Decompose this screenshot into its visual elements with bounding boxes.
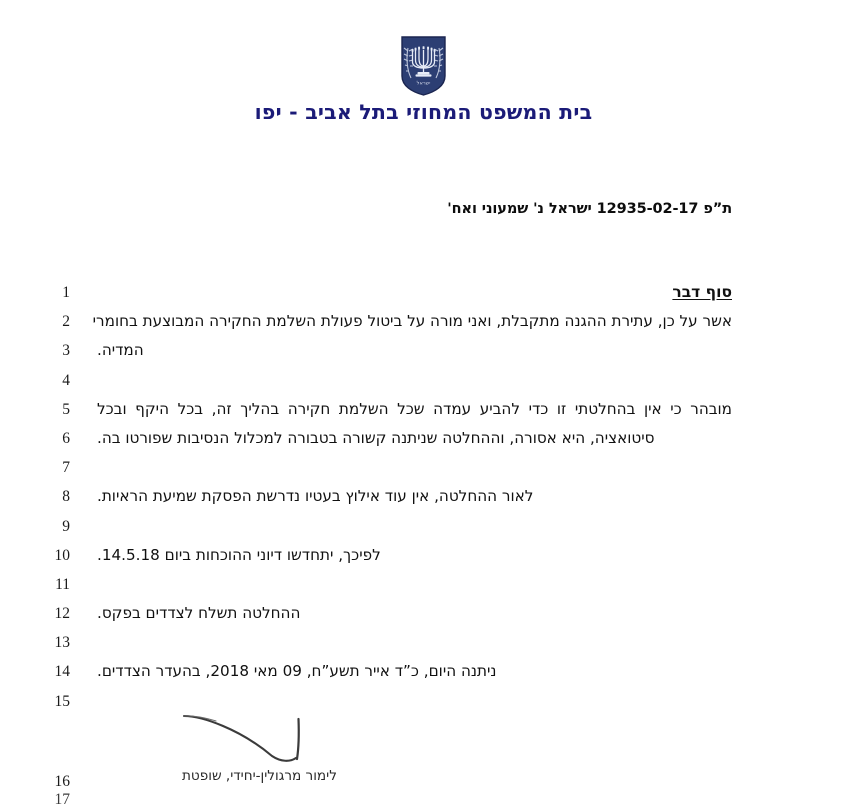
- line-text: סיטואציה, היא אסורה, וההחלטה שניתנה קשורה בטבורה למכלול הנסיבות שפורטו בה.: [97, 428, 655, 447]
- court-name-header: בית המשפט המחוזי בתל אביב - יפו: [254, 100, 593, 124]
- judge-name: לימור מרגולין-יחידי, שופטת: [182, 768, 337, 784]
- document-line: [0, 307, 847, 336]
- svg-text:ישראל: ישראל: [416, 80, 431, 87]
- document-body: [0, 278, 847, 710]
- line-text: [97, 453, 732, 482]
- line-text: [97, 570, 732, 599]
- section-heading: סוף דבר: [672, 283, 732, 301]
- document-line: [0, 424, 847, 453]
- document-line: [0, 541, 847, 570]
- document-line: [0, 570, 847, 599]
- handwritten-signature-stroke: [180, 698, 330, 768]
- document-line: [0, 657, 847, 686]
- line-number: 10: [54, 546, 70, 564]
- line-number: 5: [62, 400, 70, 418]
- document-line: [0, 278, 847, 307]
- line-text: לאור ההחלטה, אין עוד אילוץ בעטיו נדרשת הפסקת שמיעת הראיות.: [97, 487, 534, 506]
- document-line: [0, 599, 847, 628]
- line-text: ההחלטה תשלח לצדדים בפקס.: [97, 604, 301, 623]
- line-number: 13: [54, 634, 70, 652]
- line-text: מובהר כי אין בהחלטתי זו כדי להביע עמדה שכל השלמת חקירה בהליך זה, בכל היקף ובכל: [97, 399, 732, 418]
- line-number: 4: [62, 371, 70, 389]
- line-text: אשר על כן, עתירת ההגנה מתקבלת, ואני מורה על ביטול פעולת השלמת החקירה המבוצעת בחומרי: [92, 312, 732, 331]
- line-number: 1: [62, 284, 70, 301]
- emblem-container: [0, 36, 847, 96]
- line-text: [97, 628, 732, 657]
- document-line: [0, 512, 847, 541]
- document-line: [0, 366, 847, 395]
- line-text: [97, 366, 732, 395]
- line-number: 8: [62, 488, 70, 506]
- line-number-16: 16: [54, 773, 70, 790]
- document-line: [0, 453, 847, 482]
- line-number: 3: [62, 342, 70, 360]
- line-number: 7: [62, 459, 70, 477]
- document-line: [0, 482, 847, 511]
- line-number: 12: [54, 605, 70, 623]
- line-number-17: 17: [54, 791, 70, 808]
- line-text: ניתנה היום, כ”ד אייר תשע”ח, 09 מאי 2018, בהעדר הצדדים.: [97, 662, 497, 681]
- document-line: [0, 395, 847, 424]
- line-number: 14: [54, 663, 70, 681]
- case-number: ת”פ 12935-02-17 ישראל נ' שמעוני ואח': [447, 201, 732, 217]
- document-line: [0, 628, 847, 657]
- line-text: [97, 512, 732, 541]
- line-number: 11: [55, 575, 70, 593]
- line-number: 6: [62, 429, 70, 447]
- document-line: [0, 336, 847, 365]
- line-text: המדיה.: [97, 341, 144, 360]
- israel-state-emblem-icon: [400, 36, 447, 96]
- line-number: 15: [54, 692, 70, 710]
- line-text: לפיכך, יתחדשו דיוני ההוכחות ביום 14.5.18.: [97, 545, 381, 564]
- line-number: 9: [62, 517, 70, 535]
- line-number: 2: [62, 313, 70, 331]
